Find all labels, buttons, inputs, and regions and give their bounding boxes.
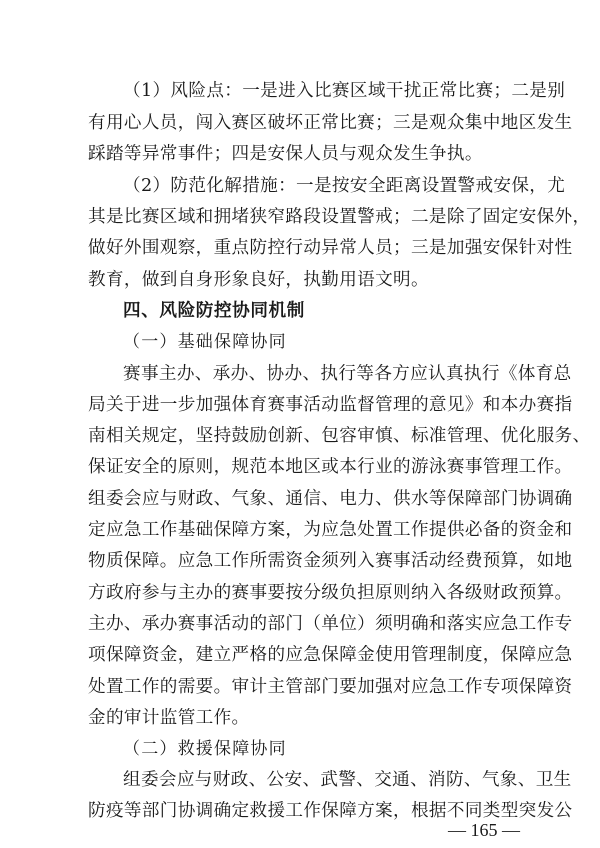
paragraph-risk-points-line-1: （1）风险点：一是进入比赛区域干扰正常比赛；二是别 [123,81,566,101]
paragraph-basic-support-line-7: 物质保障。应急工作所需资金须列入赛事活动经费预算，如地 [88,551,573,571]
paragraph-basic-support-line-2: 局关于进一步加强体育赛事活动监督管理的意见》和本办赛指 [88,395,573,415]
paragraph-basic-support-line-5: 组委会应与财政、气象、通信、电力、供水等保障部门协调确 [88,489,573,509]
paragraph-basic-support-line-1: 赛事主办、承办、协办、执行等各方应认真执行《体育总 [123,364,572,384]
subheading-rescue-support: （二）救援保障协同 [123,739,287,759]
paragraph-basic-support-line-11: 处置工作的需要。审计主管部门要加强对应急工作专项保障资 [88,677,573,697]
paragraph-basic-support-line-12: 金的审计监管工作。 [88,708,250,728]
paragraph-basic-support-line-10: 项保障资金，建立严格的应急保障金使用管理制度，保障应急 [88,645,573,665]
paragraph-risk-points-line-3: 踩踏等异常事件；四是安保人员与观众发生争执。 [88,144,483,164]
paragraph-prevention-line-1: （2）防范化解措施：一是按安全距离设置警戒安保，尤 [123,176,566,196]
paragraph-prevention-line-4: 教育，做到自身形象良好，执勤用语文明。 [88,270,429,290]
paragraph-basic-support-line-4: 保证安全的原则，规范本地区或本行业的游泳赛事管理工作。 [88,457,573,477]
paragraph-prevention-line-3: 做好外围观察，重点防控行动异常人员；三是加强安保针对性 [88,238,573,258]
subheading-basic-support: （一）基础保障协同 [123,332,287,352]
section-heading-coordination: 四、风险防控协同机制 [123,301,305,321]
paragraph-risk-points-line-2: 有用心人员，闯入赛区破坏正常比赛；三是观众集中地区发生 [88,113,573,133]
paragraph-basic-support-line-8: 方政府参与主办的赛事要按分级负担原则纳入各级财政预算。 [88,583,573,603]
paragraph-basic-support-line-6: 定应急工作基础保障方案，为应急处置工作提供必备的资金和 [88,520,573,540]
paragraph-rescue-support-line-2: 防疫等部门协调确定救援工作保障方案，根据不同类型突发公 [88,801,573,821]
paragraph-rescue-support-line-1: 组委会应与财政、公安、武警、交通、消防、气象、卫生 [123,770,572,790]
page-number: — 165 — [448,820,520,840]
paragraph-prevention-line-2: 其是比赛区域和拥堵狭窄路段设置警戒；二是除了固定安保外， [88,207,591,227]
paragraph-basic-support-line-3: 南相关规定，坚持鼓励创新、包容审慎、标准管理、优化服务、 [88,426,591,446]
paragraph-basic-support-line-9: 主办、承办赛事活动的部门（单位）须明确和落实应急工作专 [88,614,573,634]
